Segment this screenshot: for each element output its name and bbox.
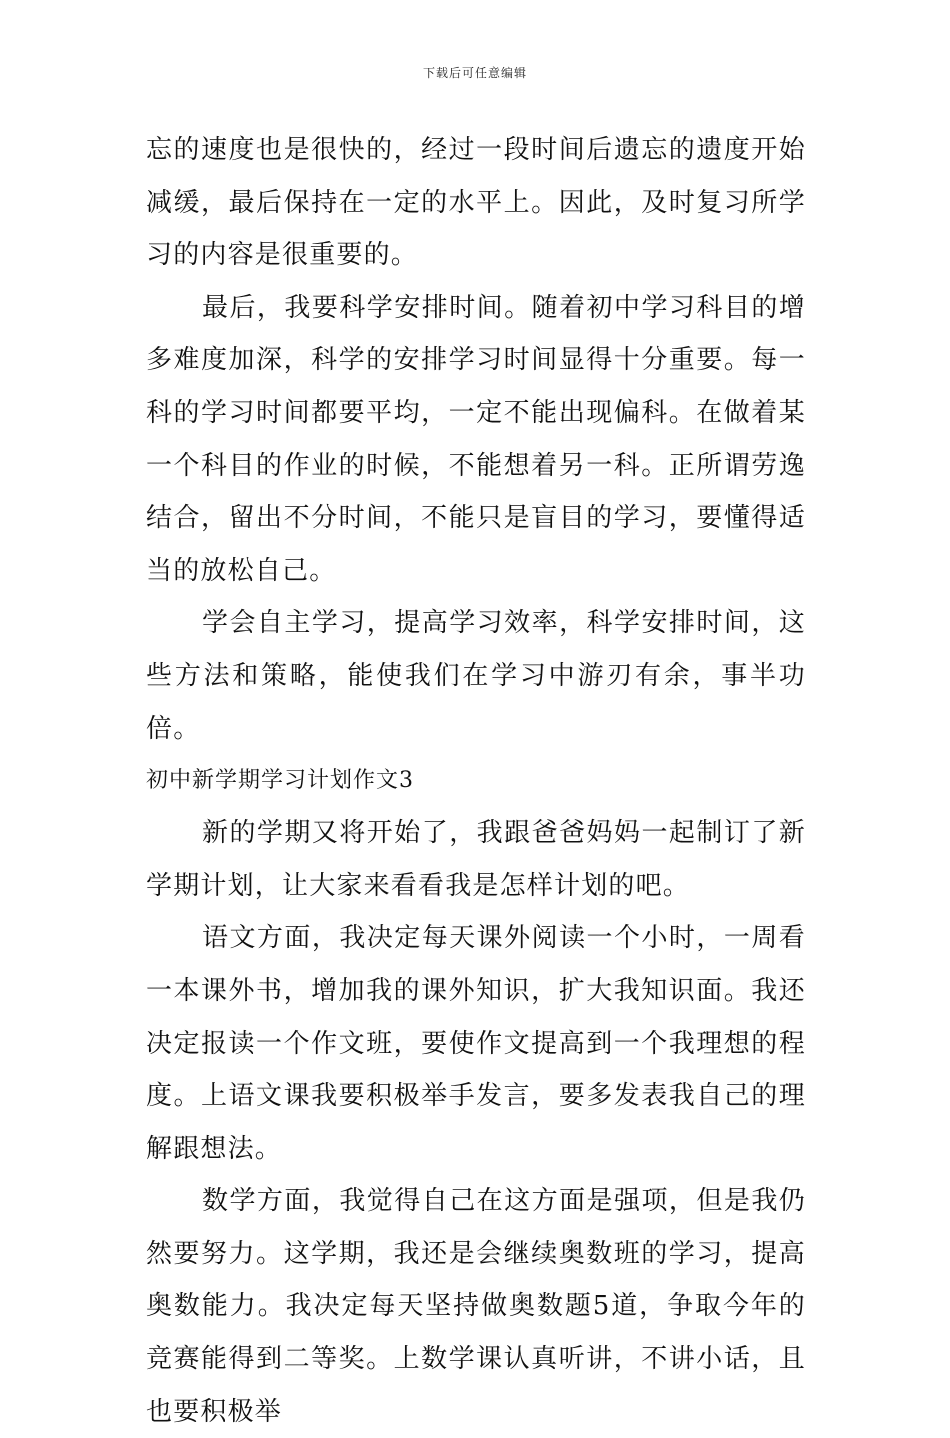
paragraph-continuation: 忘的速度也是很快的，经过一段时间后遗忘的遗度开始减缓，最后保持在一定的水平上。因此，及时复习所学习的内容是很重要的。 [146, 135, 806, 271]
paragraph-math: 数学方面，我觉得自己在这方面是强项，但是我仍然要努力。这学期，我还是会继续奥数班的学习，提高奥数能力。我决定每天坚持做奥数题5道，争取今年的竞赛能得到二等奖。上数学课认真听讲，不讲小话，且也要积极举 [146, 1186, 806, 1427]
document-body [146, 124, 806, 1438]
section-heading: 初中新学期学习计划作文3 [146, 768, 414, 794]
page-header: 下载后可任意编辑 [422, 66, 527, 80]
paragraph-time-management: 最后，我要科学安排时间。随着初中学习科目的增多难度加深，科学的安排学习时间显得十分重要。每一科的学习时间都要平均，一定不能出现偏科。在做着某一个科目的作业的时候，不能想着另一科。正所谓劳逸结合，留出不分时间，不能只是盲目的学习，要懂得适当的放松自己。 [146, 292, 806, 586]
paragraph-chinese: 语文方面，我决定每天课外阅读一个小时，一周看一本课外书，增加我的课外知识，扩大我知识面。我还决定报读一个作文班，要使作文提高到一个我理想的程度。上语文课我要积极举手发言，要多发表我自己的理解跟想法。 [146, 923, 806, 1164]
paragraph-summary: 学会自主学习，提高学习效率，科学安排时间，这些方法和策略，能使我们在学习中游刃有余，事半功倍。 [146, 608, 806, 744]
paragraph-intro: 新的学期又将开始了，我跟爸爸妈妈一起制订了新学期计划，让大家来看看我是怎样计划的吧。 [146, 818, 806, 901]
